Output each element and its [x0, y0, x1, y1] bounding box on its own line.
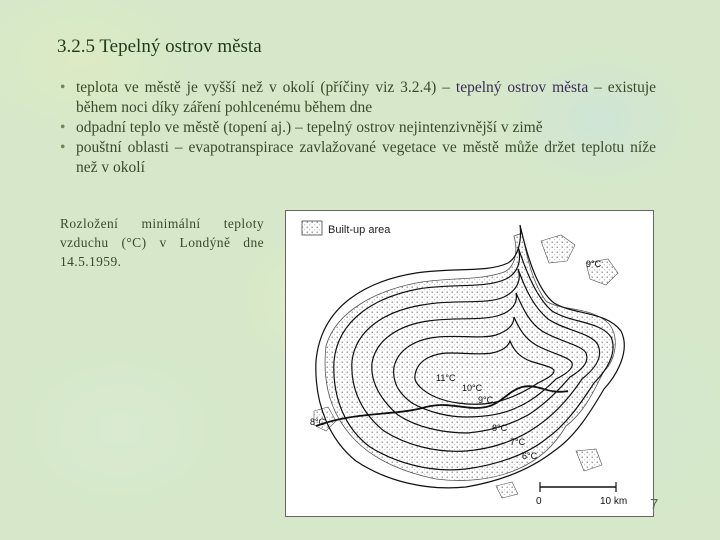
isotherm-label: 9°C: [586, 259, 602, 269]
bullet-list: [60, 78, 656, 178]
bullet-text: pouštní oblasti – evapotranspirace zavlažované vegetace ve městě může držet teplotu níže než v okolí: [76, 139, 656, 176]
isotherm-label: 8°C: [492, 423, 508, 433]
isotherm-label: 9°C: [478, 395, 494, 405]
isotherm-label: 11°C: [436, 373, 456, 383]
isotherm-label: 10°C: [462, 383, 483, 393]
bullet-text-after: – existuje během noci díky záření pohlcenému během dne: [76, 79, 656, 116]
bullet-icon: •: [60, 119, 66, 136]
bullet-text: teplota ve městě je vyšší než v okolí (příčiny viz 3.2.4) –: [76, 79, 456, 96]
map-drawing: [286, 211, 653, 516]
bullet-text: odpadní teplo ve městě (topení aj.) – tepelný ostrov nejintenzivnější v zimě: [76, 119, 543, 136]
built-up-patch: [576, 449, 602, 471]
bullet-icon: •: [60, 139, 66, 156]
scale-bar: [536, 482, 627, 507]
built-up-patch: [496, 482, 518, 498]
slide-title: 3.2.5 Tepelný ostrov města: [57, 36, 262, 57]
bullet-icon: •: [60, 79, 66, 96]
page-number: 7: [650, 496, 659, 513]
isotherm-label: 7°C: [510, 437, 526, 447]
scale-end-label: 10 km: [600, 496, 628, 507]
bullet-item: [60, 138, 656, 178]
scale-start-label: 0: [536, 496, 542, 507]
bullet-item: [60, 118, 656, 138]
legend-label: Built-up area: [328, 224, 391, 236]
bullet-highlight: tepelný ostrov města: [455, 79, 589, 96]
built-up-area: [325, 233, 615, 481]
london-temperature-map: [285, 210, 654, 517]
bullet-item: [60, 78, 656, 118]
isotherm-label: 6°C: [522, 451, 538, 461]
built-up-patch: [541, 235, 575, 263]
figure-caption: Rozložení minimální teploty vzduchu (°C) v Londýně dne 14.5.1959.: [60, 216, 264, 269]
legend-swatch: [302, 221, 322, 235]
isotherm-label: 8°C: [310, 417, 326, 427]
